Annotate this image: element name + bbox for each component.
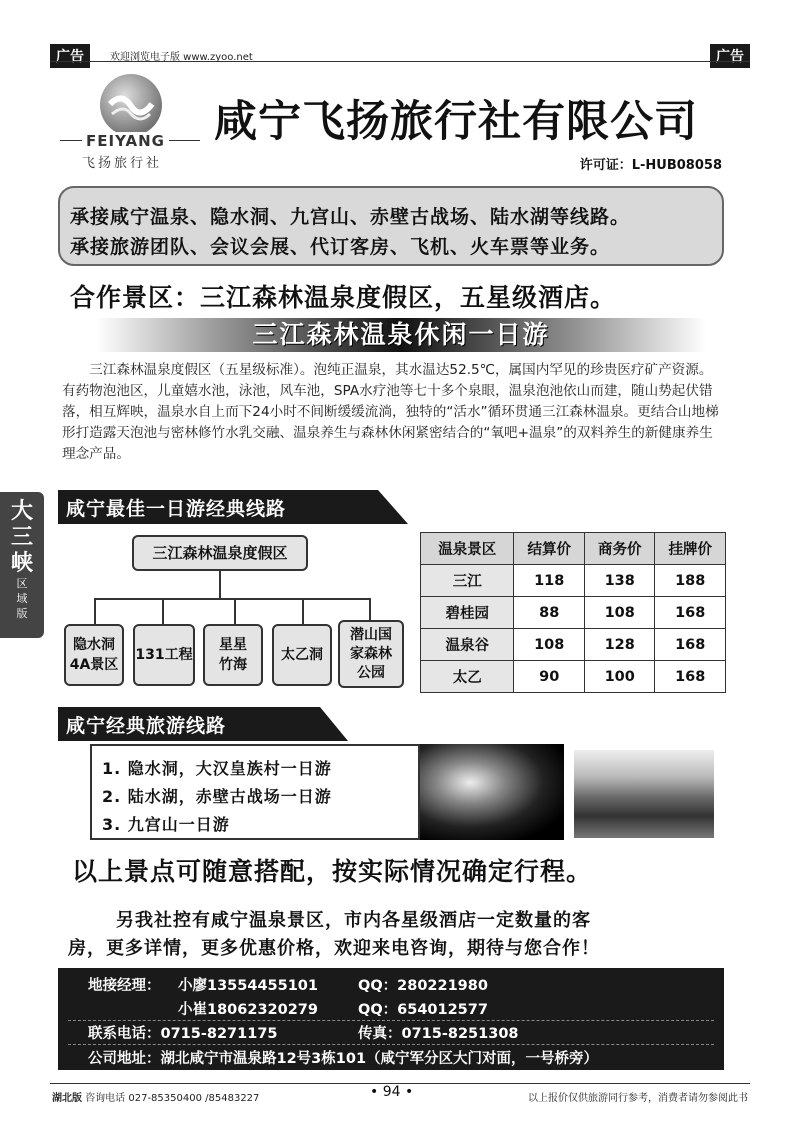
node-line: 公园 <box>357 664 385 681</box>
logo-english: FEIYANG <box>82 132 169 150</box>
table-row <box>421 629 726 661</box>
resort-intro: 三江森林温泉度假区（五星级标准）。泡纯正温泉，其水温达52.5℃，属国内罕见的珍贵医疗矿产资源。有药物泡池区，儿童嬉水池，泳池，风车池，SPA水疗池等七十多个泉眼，温泉泡池依山而建，随山势起伏错落，相互辉映，温泉水自上而下24小时不间断缓缓流淌，独特的“活水”循环贯通三江森林温泉。更结合山地梯形打造露天泡池与密林修竹水乳交融、温泉养生与森林休闲紧密结合的“氧吧+温泉”的双料养生的新健康养生理念产品。 <box>62 362 719 462</box>
region-side-tab <box>0 492 44 638</box>
banner-title: 三江森林温泉休闲一日游 <box>252 320 550 349</box>
table-row <box>421 661 726 693</box>
contact-divider <box>68 1020 714 1021</box>
route-item-1: 1. 隐水洞，大汉皇族村一日游 <box>102 759 332 778</box>
tree-node-xingxing <box>203 624 263 686</box>
table-cell: 138 <box>584 565 655 597</box>
footer-disclaimer: 以上报价仅供旅游同行参考，消费者请勿参阅此书 <box>528 1093 748 1104</box>
resort-banner <box>96 318 706 352</box>
side-tab-small-1: 区 <box>16 577 28 590</box>
logo-chinese: 飞扬旅行社 <box>82 156 163 171</box>
tree-connector <box>219 571 221 599</box>
node-line: 隐水洞 <box>72 637 115 653</box>
side-tab-big-3: 峡 <box>10 550 33 576</box>
side-tab-small-3: 版 <box>16 607 28 620</box>
tree-node-taiyi <box>272 624 332 686</box>
ad-tag-left: 广告 <box>50 44 90 68</box>
tree-connector <box>302 598 304 624</box>
node-line: 竹海 <box>219 657 247 673</box>
table-header: 挂牌价 <box>655 533 726 565</box>
table-cell: 太乙 <box>421 661 514 693</box>
partner-line: 合作景区：三江森林温泉度假区，五星级酒店。 <box>70 283 617 312</box>
table-cell: 三江 <box>421 565 514 597</box>
node-line: 4A景区 <box>69 657 119 673</box>
tree-connector <box>94 598 96 624</box>
table-cell: 128 <box>584 629 655 661</box>
combine-line: 以上景点可随意搭配，按实际情况确定行程。 <box>72 857 593 886</box>
tree-connector <box>162 598 164 624</box>
table-cell: 188 <box>655 565 726 597</box>
table-header: 结算价 <box>514 533 585 565</box>
tree-connector <box>94 598 370 600</box>
node-line: 131工程 <box>135 647 193 663</box>
note-line-1: 另我社控有咸宁温泉景区，市内各星级酒店一定数量的客 <box>116 910 591 931</box>
route-item-2: 2. 陆水湖，赤壁古战场一日游 <box>102 787 332 806</box>
tree-node-qianshan <box>338 620 404 688</box>
service-line-2: 承接旅游团队、会议会展、代订客房、飞机、火车票等业务。 <box>70 236 611 258</box>
node-line: 家森林 <box>350 645 392 662</box>
note-line-2: 房，更多详情，更多优惠价格，欢迎来电咨询，期待与您合作！ <box>68 938 600 959</box>
page-number: • 94 • <box>370 1084 414 1100</box>
table-cell: 90 <box>514 661 585 693</box>
ancient-town-photo <box>574 750 714 838</box>
contact-fax: 传真：0715-8251308 <box>358 1026 519 1042</box>
table-row <box>421 597 726 629</box>
manager-label: 地接经理： <box>88 978 161 994</box>
tree-root: 三江森林温泉度假区 <box>132 535 308 571</box>
side-tab-big-1: 大 <box>10 498 33 524</box>
side-tab-big-2: 三 <box>10 524 33 550</box>
cave-photo <box>420 744 564 840</box>
table-cell: 168 <box>655 597 726 629</box>
table-header: 商务价 <box>584 533 655 565</box>
manager-2: 小崔18062320279 <box>178 1002 318 1018</box>
routes-box <box>90 744 420 840</box>
tree-node-yinshuidong <box>64 624 124 686</box>
contact-divider <box>68 1044 714 1045</box>
footer-phone: 咨询电话 027-85350400 /85483227 <box>85 1093 260 1104</box>
node-line: 潜山国 <box>350 626 392 643</box>
table-cell: 168 <box>655 629 726 661</box>
logo-emblem-icon <box>100 74 162 136</box>
manager-1: 小廖13554455101 <box>178 978 318 994</box>
section2-title: 咸宁经典旅游线路 <box>66 715 227 737</box>
table-cell: 88 <box>514 597 585 629</box>
route-item-3: 3. 九宫山一日游 <box>102 815 230 834</box>
footer-edition: 湖北版 <box>52 1093 82 1104</box>
contact-phone: 联系电话：0715-8271175 <box>88 1026 278 1042</box>
table-cell: 碧桂园 <box>421 597 514 629</box>
table-cell: 168 <box>655 661 726 693</box>
contact-block <box>58 968 724 1070</box>
license-number: 许可证：L-HUB08058 <box>579 158 722 173</box>
services-box <box>58 186 724 266</box>
footer-left <box>52 1089 259 1104</box>
service-line-1: 承接咸宁温泉、隐水洞、九宫山、赤壁古战场、陆水湖等线路。 <box>70 206 631 228</box>
site-text: 欢迎浏览电子版 www.zyoo.net <box>110 52 253 63</box>
price-table <box>420 532 726 693</box>
section2-header <box>58 707 348 741</box>
table-cell: 100 <box>584 661 655 693</box>
table-cell: 118 <box>514 565 585 597</box>
tree-connector <box>234 598 236 624</box>
ad-tag-right: 广告 <box>710 44 750 68</box>
node-line: 太乙洞 <box>281 647 323 663</box>
table-cell: 108 <box>514 629 585 661</box>
company-logo <box>60 72 200 172</box>
side-tab-small-2: 域 <box>16 592 28 605</box>
header-rule <box>50 61 750 62</box>
company-name: 咸宁飞扬旅行社有限公司 <box>214 97 698 147</box>
qq-1: QQ：280221980 <box>358 978 488 994</box>
contact-address: 公司地址：湖北咸宁市温泉路12号3栋101（咸宁军分区大门对面，一号桥旁） <box>88 1051 599 1067</box>
section1-header <box>58 490 408 524</box>
section1-title: 咸宁最佳一日游经典线路 <box>66 498 287 520</box>
qq-2: QQ：654012577 <box>358 1002 488 1018</box>
table-cell: 温泉谷 <box>421 629 514 661</box>
tree-node-131 <box>133 624 195 686</box>
table-cell: 108 <box>584 597 655 629</box>
table-header: 温泉景区 <box>421 533 514 565</box>
node-line: 星星 <box>219 637 247 653</box>
table-header-row <box>421 533 726 565</box>
table-row <box>421 565 726 597</box>
